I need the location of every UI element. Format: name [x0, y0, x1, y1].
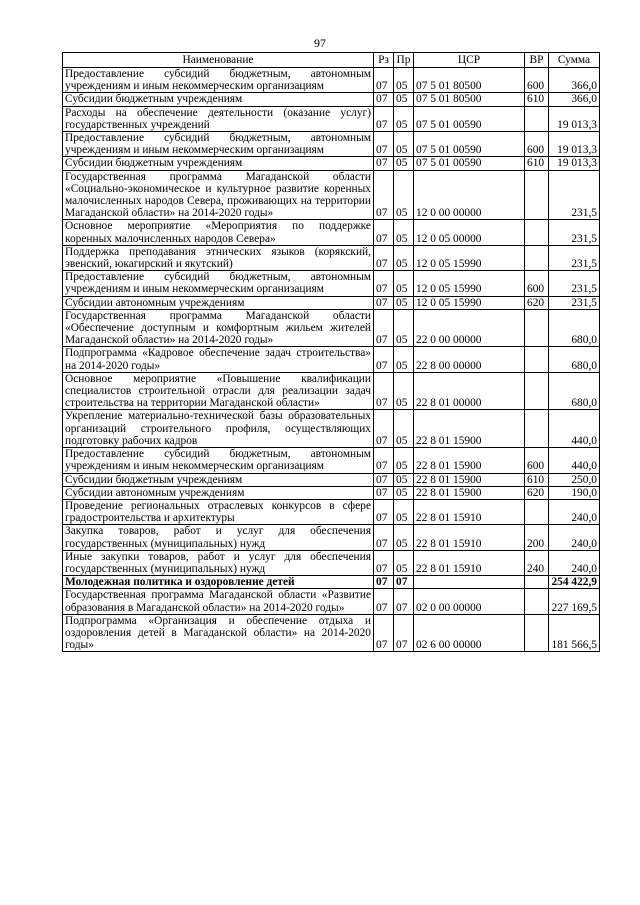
header-name: Наименование	[63, 53, 374, 68]
row-vr: 600	[525, 271, 549, 296]
row-pr: 05	[394, 448, 414, 473]
row-name: Предоставление субсидий бюджетным, автономным учреждениям и иным некоммерческим организациям	[63, 132, 374, 157]
row-sum: 19 013,3	[549, 106, 600, 131]
row-csr: 02 6 00 00000	[414, 614, 525, 652]
budget-table	[62, 52, 600, 652]
row-rz: 07	[374, 68, 394, 93]
row-name: Государственная программа Магаданской области «Развитие образования в Магаданской области» на 2014-2020 годы»	[63, 589, 374, 614]
row-vr: 610	[525, 473, 549, 486]
row-csr: 12 0 05 15990	[414, 245, 525, 270]
row-vr	[525, 499, 549, 524]
row-vr: 200	[525, 525, 549, 550]
row-pr: 05	[394, 309, 414, 347]
row-sum: 440,0	[549, 410, 600, 448]
row-csr: 22 8 01 15910	[414, 525, 525, 550]
table-row	[63, 309, 600, 347]
row-rz: 07	[374, 589, 394, 614]
row-vr	[525, 372, 549, 410]
row-sum: 231,5	[549, 170, 600, 220]
table-row	[63, 245, 600, 270]
table-row	[63, 410, 600, 448]
row-csr: 22 8 01 15910	[414, 550, 525, 575]
table-row	[63, 372, 600, 410]
row-pr: 05	[394, 347, 414, 372]
table-row	[63, 170, 600, 220]
row-csr: 12 0 00 00000	[414, 170, 525, 220]
row-name: Молодежная политика и оздоровление детей	[63, 576, 374, 589]
row-pr: 05	[394, 106, 414, 131]
table-row	[63, 589, 600, 614]
header-rz: Рз	[374, 53, 394, 68]
row-pr: 05	[394, 473, 414, 486]
row-name: Укрепление материально-технической базы образовательных организаций строительного профиля, осуществляющих подготовку рабочих кадров	[63, 410, 374, 448]
table-row	[63, 132, 600, 157]
page-number: 97	[314, 36, 326, 50]
row-csr: 07 5 01 00590	[414, 157, 525, 170]
row-name: Расходы на обеспечение деятельности (оказание услуг) государственных учреждений	[63, 106, 374, 131]
row-name: Основное мероприятие «Мероприятия по поддержке коренных малочисленных народов Севера»	[63, 220, 374, 245]
row-pr: 05	[394, 550, 414, 575]
row-csr: 22 8 00 00000	[414, 347, 525, 372]
row-rz: 07	[374, 271, 394, 296]
row-sum: 231,5	[549, 245, 600, 270]
row-csr: 02 0 00 00000	[414, 589, 525, 614]
row-rz: 07	[374, 448, 394, 473]
table-row	[63, 614, 600, 652]
row-csr: 07 5 01 80500	[414, 93, 525, 106]
row-pr: 05	[394, 245, 414, 270]
row-pr: 05	[394, 170, 414, 220]
table-row	[63, 448, 600, 473]
row-pr: 05	[394, 486, 414, 499]
row-name: Проведение региональных отраслевых конкурсов в сфере градостроительства и архитектуры	[63, 499, 374, 524]
row-csr: 22 8 01 00000	[414, 372, 525, 410]
table-row	[63, 220, 600, 245]
row-csr: 07 5 01 00590	[414, 106, 525, 131]
row-sum: 231,5	[549, 271, 600, 296]
row-name: Предоставление субсидий бюджетным, автономным учреждениям и иным некоммерческим организациям	[63, 448, 374, 473]
row-pr: 05	[394, 220, 414, 245]
row-name: Предоставление субсидий бюджетным, автономным учреждениям и иным некоммерческим организациям	[63, 271, 374, 296]
table-row	[63, 347, 600, 372]
row-rz: 07	[374, 106, 394, 131]
header-vr: ВР	[525, 53, 549, 68]
row-csr: 22 8 01 15910	[414, 499, 525, 524]
row-vr	[525, 576, 549, 589]
row-sum: 366,0	[549, 93, 600, 106]
row-name: Закупка товаров, работ и услуг для обеспечения государственных (муниципальных) нужд	[63, 525, 374, 550]
row-sum: 254 422,9	[549, 576, 600, 589]
row-name: Подпрограмма «Кадровое обеспечение задач строительства» на 2014-2020 годы»	[63, 347, 374, 372]
row-pr: 07	[394, 576, 414, 589]
row-rz: 07	[374, 576, 394, 589]
row-sum: 227 169,5	[549, 589, 600, 614]
row-rz: 07	[374, 614, 394, 652]
row-rz: 07	[374, 550, 394, 575]
row-name: Субсидии автономным учреждениям	[63, 486, 374, 499]
row-rz: 07	[374, 525, 394, 550]
row-name: Субсидии бюджетным учреждениям	[63, 473, 374, 486]
row-csr: 22 8 01 15900	[414, 448, 525, 473]
row-vr: 600	[525, 132, 549, 157]
row-pr: 05	[394, 410, 414, 448]
row-pr: 05	[394, 271, 414, 296]
table-row	[63, 473, 600, 486]
row-vr	[525, 106, 549, 131]
table-body	[63, 68, 600, 652]
row-sum: 190,0	[549, 486, 600, 499]
row-vr	[525, 410, 549, 448]
table-row	[63, 550, 600, 575]
row-csr: 07 5 01 80500	[414, 68, 525, 93]
row-pr: 07	[394, 589, 414, 614]
row-rz: 07	[374, 486, 394, 499]
row-sum: 231,5	[549, 220, 600, 245]
row-sum: 19 013,3	[549, 132, 600, 157]
row-pr: 05	[394, 296, 414, 309]
row-csr: 22 8 01 15900	[414, 410, 525, 448]
row-vr	[525, 220, 549, 245]
row-csr: 22 8 01 15900	[414, 486, 525, 499]
table-row	[63, 296, 600, 309]
row-name: Государственная программа Магаданской области «Социально-экономическое и культурное развитие коренных малочисленных народов Севера, проживающих на территории Магаданской области» на 2014-2020 годы»	[63, 170, 374, 220]
row-rz: 07	[374, 170, 394, 220]
row-pr: 05	[394, 93, 414, 106]
row-rz: 07	[374, 473, 394, 486]
row-vr: 600	[525, 68, 549, 93]
row-csr: 12 0 05 00000	[414, 220, 525, 245]
row-vr	[525, 245, 549, 270]
row-sum: 240,0	[549, 499, 600, 524]
row-rz: 07	[374, 499, 394, 524]
row-pr: 05	[394, 68, 414, 93]
row-vr	[525, 589, 549, 614]
row-sum: 680,0	[549, 372, 600, 410]
row-pr: 05	[394, 157, 414, 170]
row-name: Государственная программа Магаданской области «Обеспечение доступным и комфортным жильем жителей Магаданской области» на 2014-2020 годы»	[63, 309, 374, 347]
row-name: Субсидии бюджетным учреждениям	[63, 157, 374, 170]
table-row	[63, 486, 600, 499]
row-name: Иные закупки товаров, работ и услуг для обеспечения государственных (муниципальных) нужд	[63, 550, 374, 575]
row-csr: 12 0 05 15990	[414, 271, 525, 296]
row-sum: 181 566,5	[549, 614, 600, 652]
table-row	[63, 68, 600, 93]
row-pr: 05	[394, 499, 414, 524]
header-sum: Сумма	[549, 53, 600, 68]
table-row	[63, 499, 600, 524]
table-row	[63, 93, 600, 106]
row-vr: 600	[525, 448, 549, 473]
table-header-row	[63, 53, 600, 68]
row-sum: 680,0	[549, 309, 600, 347]
row-pr: 07	[394, 614, 414, 652]
row-rz: 07	[374, 410, 394, 448]
table-row	[63, 106, 600, 131]
row-pr: 05	[394, 525, 414, 550]
row-sum: 680,0	[549, 347, 600, 372]
row-name: Предоставление субсидий бюджетным, автономным учреждениям и иным некоммерческим организациям	[63, 68, 374, 93]
row-sum: 250,0	[549, 473, 600, 486]
row-sum: 19 013,3	[549, 157, 600, 170]
row-rz: 07	[374, 245, 394, 270]
row-rz: 07	[374, 372, 394, 410]
row-sum: 231,5	[549, 296, 600, 309]
row-name: Субсидии автономным учреждениям	[63, 296, 374, 309]
row-csr	[414, 576, 525, 589]
table-row	[63, 525, 600, 550]
row-vr	[525, 170, 549, 220]
row-name: Подпрограмма «Организация и обеспечение отдыха и оздоровления детей в Магаданской области» на 2014-2020 годы»	[63, 614, 374, 652]
table-row	[63, 576, 600, 589]
header-pr: Пр	[394, 53, 414, 68]
row-vr	[525, 347, 549, 372]
header-csr: ЦСР	[414, 53, 525, 68]
row-pr: 05	[394, 132, 414, 157]
row-rz: 07	[374, 347, 394, 372]
row-sum: 240,0	[549, 550, 600, 575]
row-pr: 05	[394, 372, 414, 410]
row-sum: 240,0	[549, 525, 600, 550]
row-vr	[525, 614, 549, 652]
row-csr: 07 5 01 00590	[414, 132, 525, 157]
row-rz: 07	[374, 220, 394, 245]
row-vr: 620	[525, 486, 549, 499]
row-sum: 366,0	[549, 68, 600, 93]
row-rz: 07	[374, 296, 394, 309]
row-csr: 12 0 05 15990	[414, 296, 525, 309]
row-vr: 610	[525, 93, 549, 106]
row-csr: 22 8 01 15900	[414, 473, 525, 486]
row-sum: 440,0	[549, 448, 600, 473]
table-row	[63, 157, 600, 170]
row-rz: 07	[374, 309, 394, 347]
row-vr: 610	[525, 157, 549, 170]
row-vr: 240	[525, 550, 549, 575]
row-rz: 07	[374, 157, 394, 170]
row-name: Поддержка преподавания этнических языков (корякский, эвенский, юкагирский и якутский)	[63, 245, 374, 270]
row-rz: 07	[374, 93, 394, 106]
row-csr: 22 0 00 00000	[414, 309, 525, 347]
row-vr	[525, 309, 549, 347]
row-vr: 620	[525, 296, 549, 309]
row-name: Основное мероприятие «Повышение квалификации специалистов строительной отрасли для реализации задач строительства на территории Магаданской области»	[63, 372, 374, 410]
table-row	[63, 271, 600, 296]
row-name: Субсидии бюджетным учреждениям	[63, 93, 374, 106]
row-rz: 07	[374, 132, 394, 157]
